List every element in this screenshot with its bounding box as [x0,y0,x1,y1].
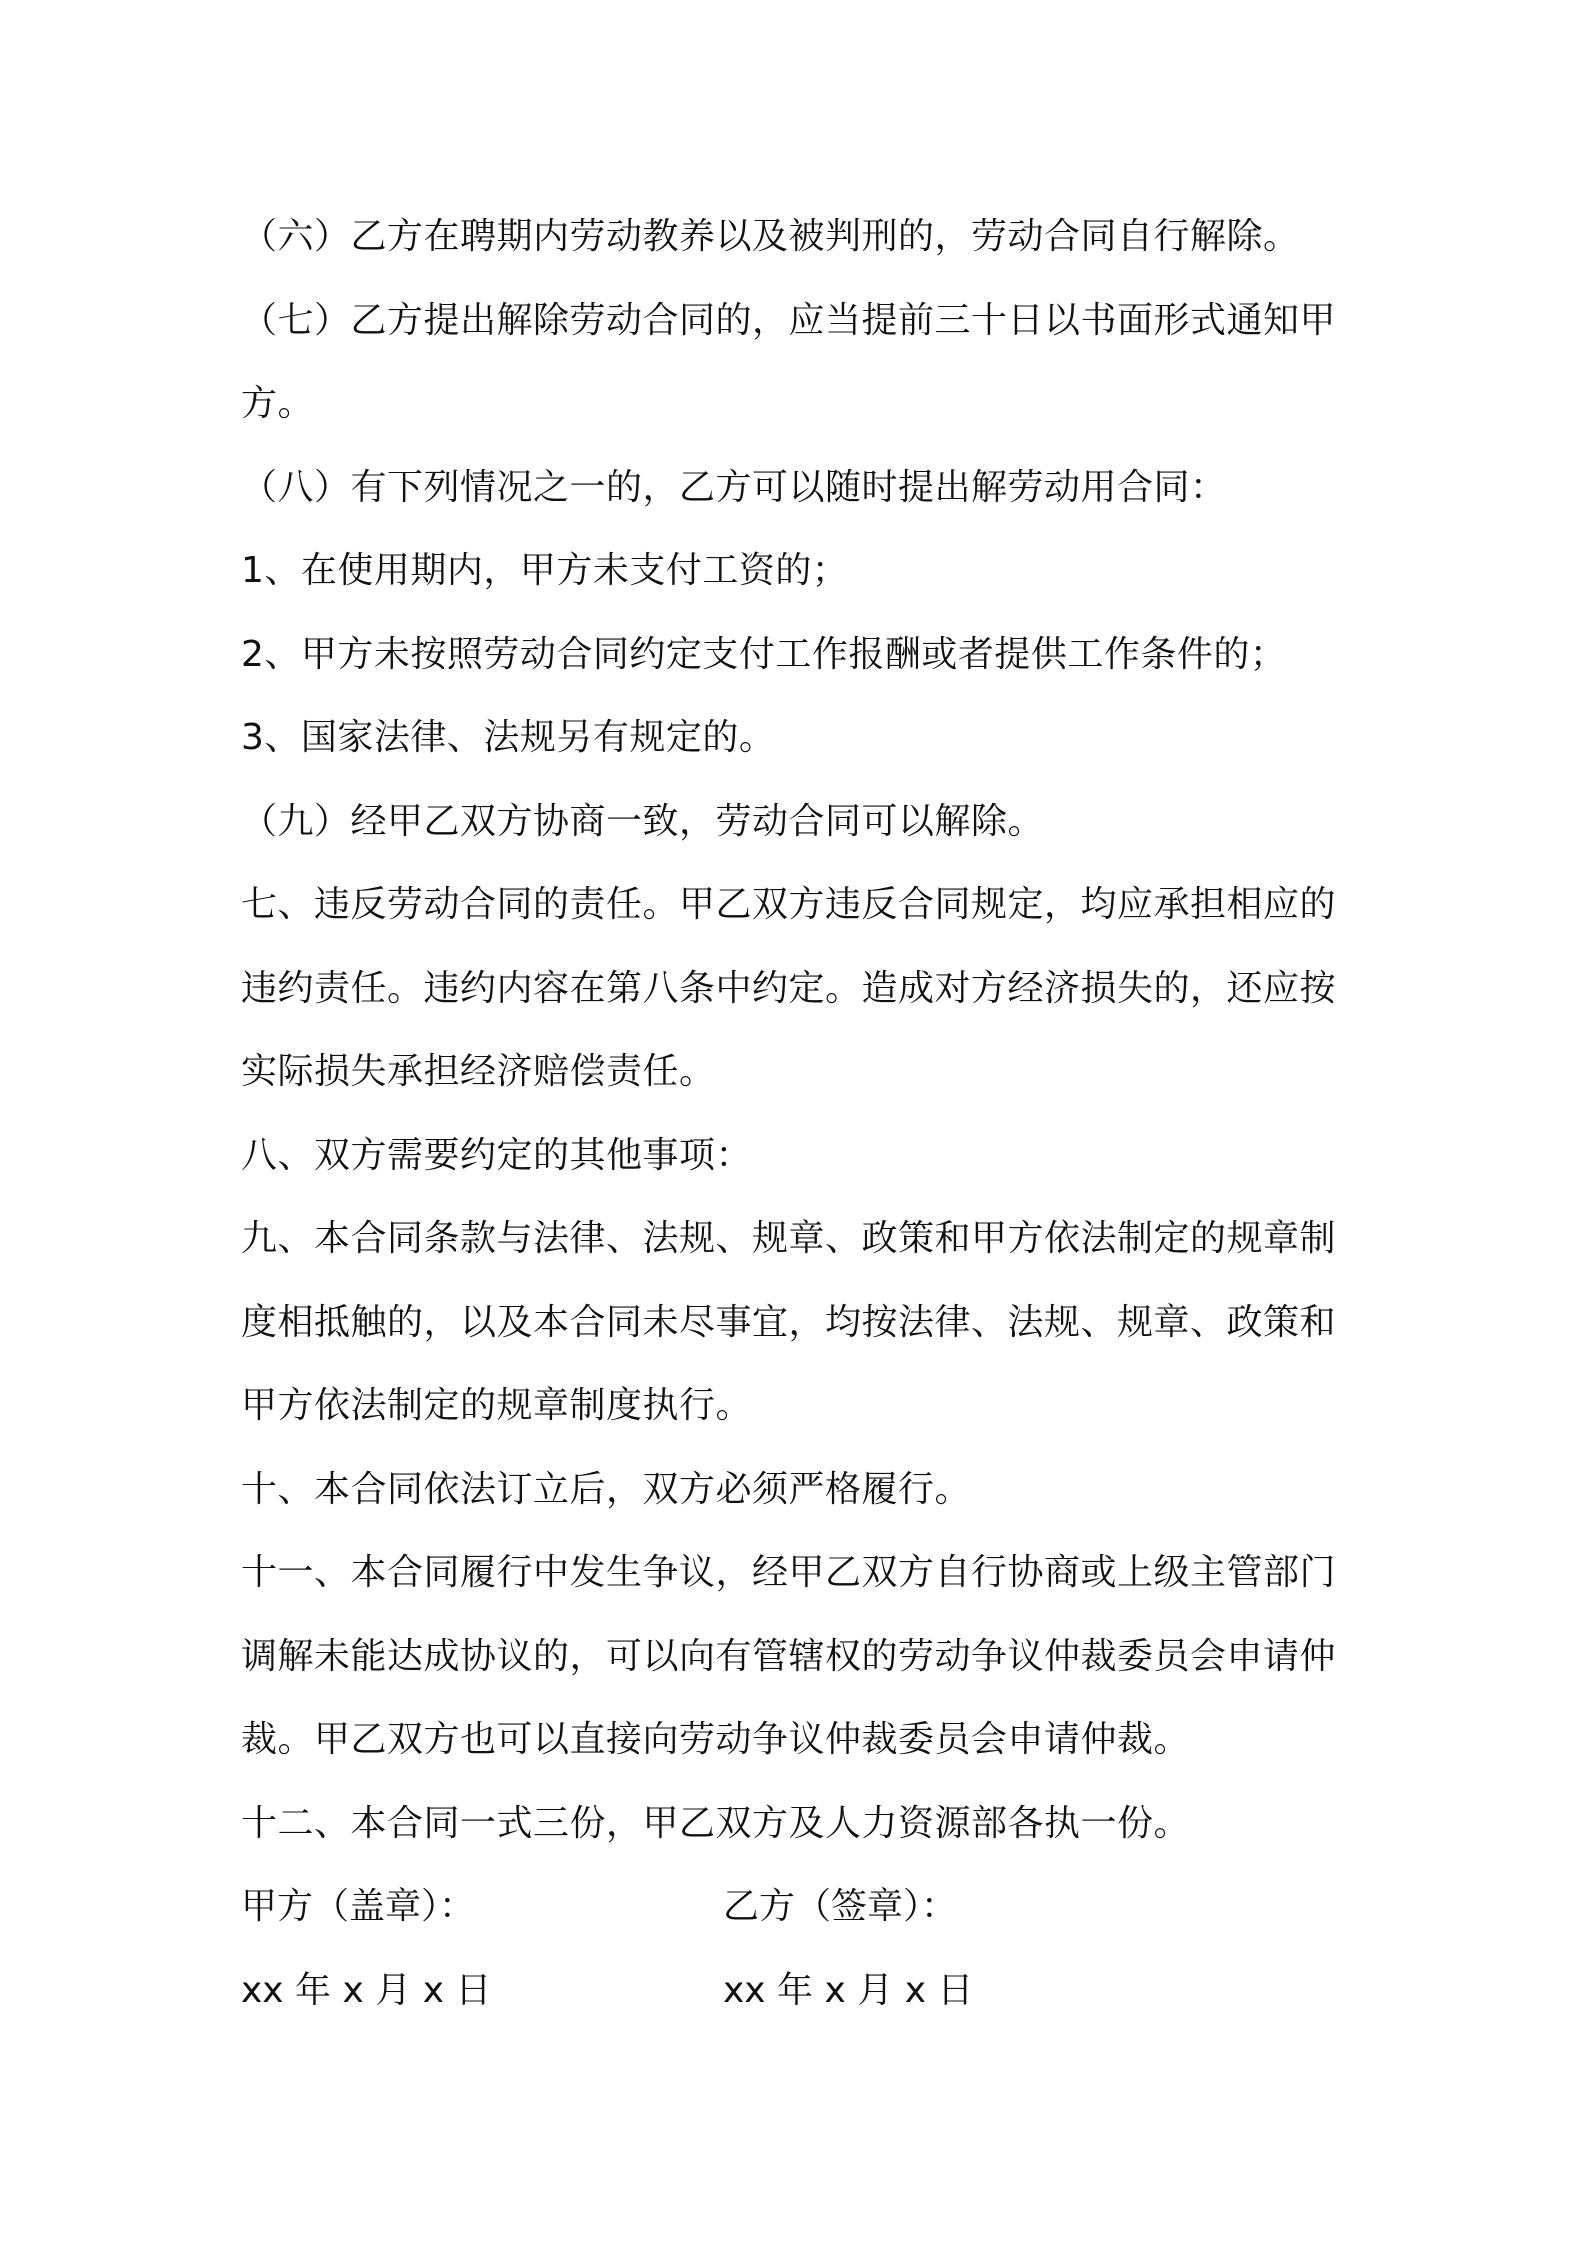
paragraph-line: 3、国家法律、法规另有规定的。 [241,717,776,758]
contract-paragraph [241,1197,1361,1448]
paragraph-line: 十二、本合同一式三份，甲乙双方及人力资源部各执一份。 [241,1802,1191,1844]
document-page [241,195,1361,2032]
paragraph-line: 实际损失承担经济赔偿责任。 [241,1051,716,1092]
signature-label-row [241,1865,1361,1949]
party-a-seal-label: 甲方（盖章）： [241,1886,476,1927]
contract-paragraph [241,1782,1361,1866]
paragraph-line: （八）有下列情况之一的，乙方可以随时提出解劳动用合同： [241,466,1227,508]
contract-paragraph [241,1531,1361,1782]
party-b-signature-label: 乙方（签章）： [723,1886,958,1927]
paragraph-line: 十一、本合同履行中发生争议，经甲乙双方自行协商或上级主管部门 [241,1552,1337,1593]
contract-paragraph [241,446,1361,530]
paragraph-line: 违约责任。违约内容在第八条中约定。造成对方经济损失的，还应按 [241,967,1337,1009]
paragraph-line: （六）乙方在聘期内劳动教养以及被判刑的，劳动合同自行解除。 [241,216,1300,257]
contract-paragraph [241,696,1361,780]
contract-paragraph [241,195,1361,279]
contract-paragraph [241,1448,1361,1532]
contract-paragraph [241,863,1361,1114]
paragraph-line: 度相抵触的，以及本合同未尽事宜，均按法律、法规、规章、政策和 [241,1301,1337,1343]
paragraph-line: 甲方依法制定的规章制度执行。 [241,1385,753,1426]
paragraph-line: 十、本合同依法订立后，双方必须严格履行。 [241,1468,972,1510]
paragraph-line: 方。 [241,383,315,424]
contract-paragraph [241,780,1361,864]
paragraph-line: （九）经甲乙双方协商一致，劳动合同可以解除。 [241,800,1045,842]
party-b-date: xx 年 x 月 x 日 [723,1969,974,2011]
paragraph-line: 调解未能达成协议的，可以向有管辖权的劳动争议仲裁委员会申请仲 [241,1635,1337,1677]
contract-paragraph [241,613,1361,697]
paragraph-line: 裁。甲乙双方也可以直接向劳动争议仲裁委员会申请仲裁。 [241,1719,1191,1760]
contract-paragraph [241,279,1361,446]
contract-paragraph [241,529,1361,613]
paragraph-line: 八、双方需要约定的其他事项： [241,1134,753,1176]
party-a-date: xx 年 x 月 x 日 [241,1969,492,2011]
signature-date-row [241,1949,1361,2033]
contract-body [241,195,1361,1865]
paragraph-line: 九、本合同条款与法律、法规、规章、政策和甲方依法制定的规章制 [241,1218,1337,1259]
paragraph-line: 七、违反劳动合同的责任。甲乙双方违反合同规定，均应承担相应的 [241,884,1337,925]
contract-paragraph [241,1114,1361,1198]
paragraph-line: 2、甲方未按照劳动合同约定支付工作报酬或者提供工作条件的； [241,633,1287,675]
paragraph-line: （七）乙方提出解除劳动合同的，应当提前三十日以书面形式通知甲 [241,299,1337,341]
paragraph-line: 1、在使用期内，甲方未支付工资的； [241,550,849,591]
